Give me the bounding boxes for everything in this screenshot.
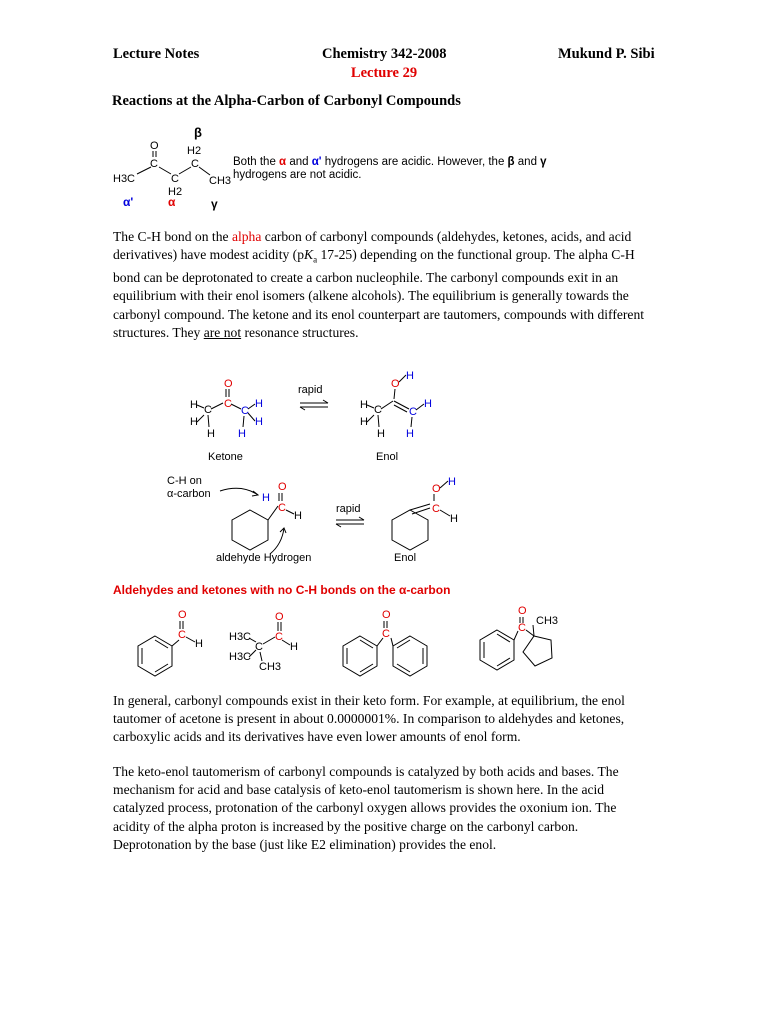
enol-oxygen: O	[391, 378, 400, 390]
alpha-h2: H2	[168, 186, 183, 198]
pivaldehyde-h: H	[290, 641, 298, 653]
ketone4-methyl: CH3	[536, 615, 559, 627]
paragraph-tautomerism-catalysis: The keto-enol tautomerism of carbonyl compounds is catalyzed by both acids and bases. The mechanism for acid and base catalysis of keto-enol tautomerism is shown here. In the acid catalyzed process, protonation of the carbonyl oxygen allows provides the oxonium ion. The acidity of the alpha proton is increased by the positive charge on the carbonyl carbon. Deprotonation by the base (just like E2 elimination) provides the enol.	[113, 764, 619, 852]
ketone-alpha-h1: H	[255, 398, 263, 410]
paragraph-alpha-ch: The C-H bond on the alpha carbon of carbonyl compounds (aldehydes, ketones, acids, and acid derivatives) have modest acidity ($pK_a$ 17-25) depending on the functional group. The alpha C-H bond can be deprotonated to create a carbon nucleophile. The carbonyl compounds exit in an equilibrium with their enol isomers (alkene alcohols). The equilibrium is generally towards the carbonyl compound. The ketone and its enol counterpart are tautomers, compounds with different structures. They are not resonance structures.	[113, 229, 645, 340]
alpha-label: α	[168, 195, 176, 209]
enol-h3: H	[377, 428, 385, 440]
beta-label: β	[194, 125, 202, 140]
header-center: Chemistry 342-2008	[322, 46, 447, 62]
ketone-h3: H	[207, 428, 215, 440]
enol-label: Enol	[376, 451, 399, 463]
aldehyde-h: H	[294, 510, 302, 522]
lecture-number: Lecture 29	[350, 65, 418, 81]
ketone-label: Ketone	[208, 451, 243, 463]
rapid-label: rapid	[298, 384, 323, 396]
gamma-methyl: CH3	[209, 175, 232, 187]
enol-oh-h: H	[406, 370, 414, 382]
no-alpha-ch-heading: Aldehydes and ketones with no C-H bonds on the α-carbon	[113, 583, 451, 597]
pivaldehyde-oxygen: O	[275, 611, 284, 623]
enol-h: H	[360, 399, 368, 411]
enol-alpha-c: C	[409, 406, 417, 418]
ketone-c1: C	[204, 404, 212, 416]
aldehyde-carbon: C	[278, 502, 286, 514]
enol2-oxygen: O	[432, 483, 441, 495]
ketone-alpha-h2: H	[255, 416, 263, 428]
acidic-hydrogens-note: Both the α and α' hydrogens are acidic. However, the β and γ hydrogens are not acidic.	[233, 156, 547, 181]
no-alpha-h-compounds	[125, 600, 585, 680]
enol-h2: H	[360, 416, 368, 428]
ketone-alpha-h3: H	[238, 428, 246, 440]
carbonyl-carbon: C	[150, 158, 158, 170]
enol-vinyl-h1: H	[424, 398, 432, 410]
beta-h2: H2	[187, 145, 202, 157]
enol2-h: H	[450, 513, 458, 525]
ketone4-oxygen: O	[518, 605, 527, 617]
pivaldehyde-carbon: C	[275, 631, 283, 643]
header-left: Lecture Notes	[113, 46, 200, 62]
carbonyl-oxygen: O	[150, 140, 159, 152]
pivaldehyde-quat-c: C	[255, 641, 263, 653]
benzophenone-carbon: C	[382, 628, 390, 640]
paragraph-keto-form: In general, carbonyl compounds exist in their keto form. For example, at equilibrium, the enol tautomer of acetone is present in about 0.0000001%. In comparison to aldehydes and ketones, carboxylic acids and its derivatives have even lower amounts of enol form.	[113, 693, 625, 745]
benzophenone-oxygen: O	[382, 609, 391, 621]
beta-carbon: C	[191, 158, 199, 170]
ketone-h2: H	[190, 416, 198, 428]
keto-enol-equilibrium	[180, 365, 440, 465]
aldehyde-hydrogen-label: aldehyde Hydrogen	[216, 552, 312, 564]
ketone-alpha-c: C	[241, 405, 249, 417]
benzaldehyde-oxygen: O	[178, 609, 187, 621]
pivaldehyde-methyl2: H3C	[229, 651, 252, 663]
ketone-oxygen: O	[224, 378, 233, 390]
benzaldehyde-h: H	[195, 638, 203, 650]
enol2-carbon: C	[432, 503, 440, 515]
ketone4-carbon: C	[518, 622, 526, 634]
aldehyde-oxygen: O	[278, 481, 287, 493]
gamma-label: γ	[211, 197, 218, 211]
ketone-carbonyl-c: C	[224, 398, 232, 410]
enol2-label: Enol	[394, 552, 417, 564]
enol-c1: C	[374, 404, 382, 416]
aldehyde-alpha-h: H	[262, 492, 270, 504]
alpha-prime-label: α'	[123, 195, 134, 209]
rapid-label-2: rapid	[336, 503, 361, 515]
alpha-carbon: C	[171, 173, 179, 185]
ch-on-label: C-H on	[167, 475, 202, 487]
aldehyde-enol-equilibrium	[160, 470, 480, 575]
page-title: Reactions at the Alpha-Carbon of Carbonyl Compounds	[112, 93, 461, 109]
pivaldehyde-methyl3: CH3	[259, 661, 282, 673]
pivaldehyde-methyl1: H3C	[229, 631, 252, 643]
benzaldehyde-carbon: C	[178, 629, 186, 641]
methyl-left: H3C	[113, 173, 136, 185]
alpha-carbon-label: α-carbon	[167, 488, 211, 500]
butanone-structure	[108, 120, 238, 215]
ketone-h: H	[190, 399, 198, 411]
enol2-oh-h: H	[448, 476, 456, 488]
header-right: Mukund P. Sibi	[558, 46, 655, 62]
enol-vinyl-h2: H	[406, 428, 414, 440]
